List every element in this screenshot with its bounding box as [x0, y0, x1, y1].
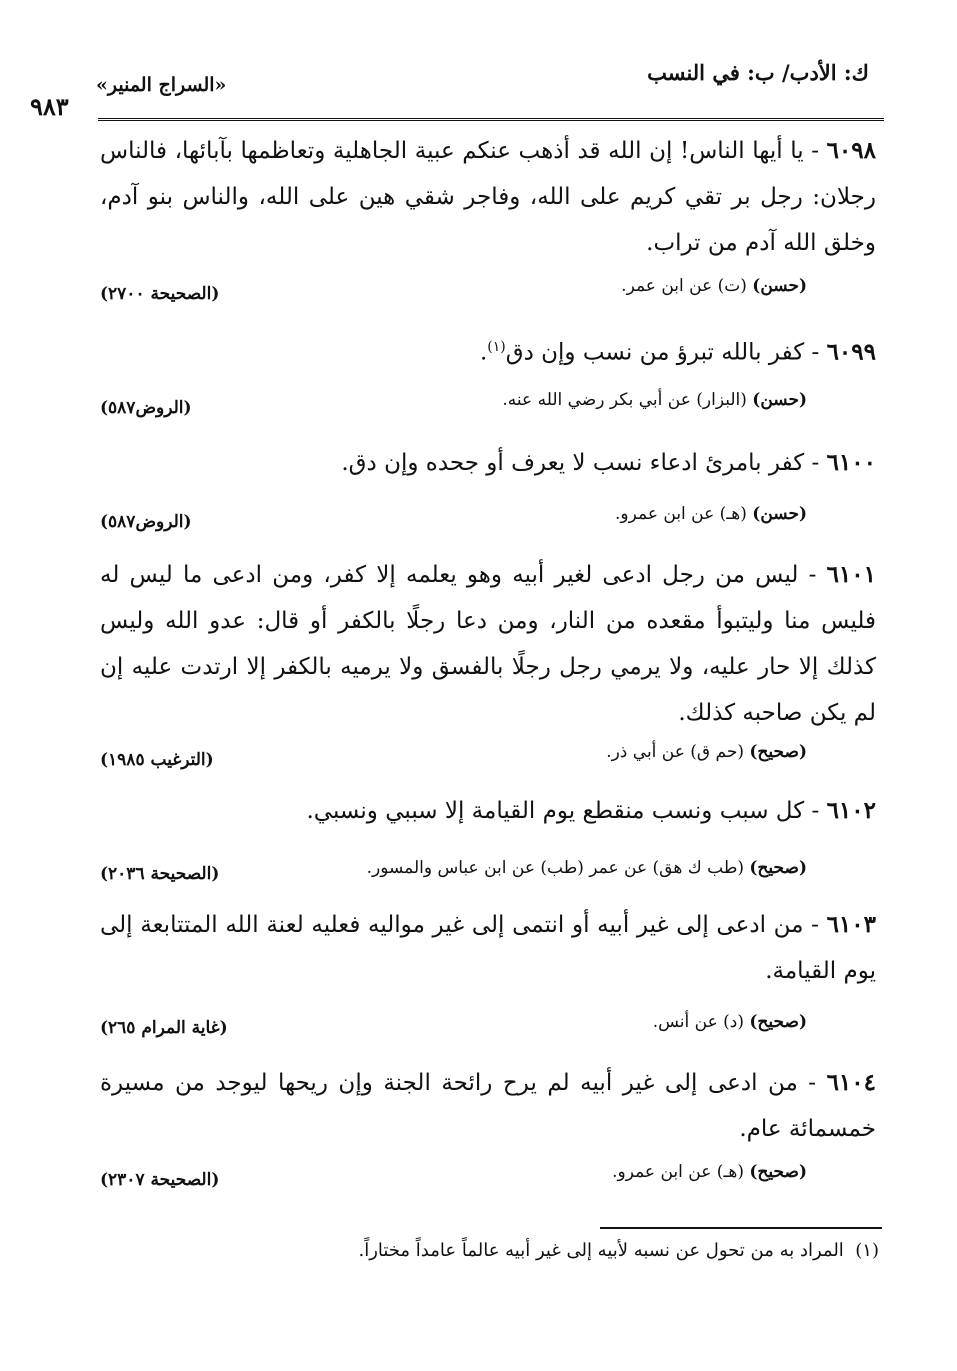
hadith-text: كل سبب ونسب منقطع يوم القيامة إلا سببي ونسبي. — [306, 798, 805, 824]
hadith-number: ٦٠٩٩ — [826, 338, 876, 366]
hadith-text: كفر بالله تبرؤ من نسب وإن دق — [505, 339, 805, 366]
hadith-reference: (الصحيحة ٢٠٣٦) — [100, 864, 220, 884]
hadith-entry: ٦١٠١ - ليس من رجل ادعى لغير أبيه وهو يعلمه إلا كفر، ومن ادعى ما ليس له فليس منا وليتبوأ مقعده من النار، ومن دعا رجلًا بالكفر أو قال: عدو الله وليس كذلك إلا حار عليه، ولا يرمي رجل رجلًا بالفسق ولا يرميه بالكفر إلا ارتدت عليه إن لم يكن صاحبه كذلك. — [100, 561, 876, 726]
hadith-source: (حسن) (البزار) عن أبي بكر رضي الله عنه. — [502, 390, 807, 410]
hadith-source: (صحيح) (هـ) عن ابن عمرو. — [612, 1162, 807, 1182]
hadith-number: ٦١٠٠ — [826, 449, 876, 476]
hadith-grade: (حسن) — [752, 390, 807, 410]
hadith-reference: (الصحيحة ٢٣٠٧) — [100, 1170, 220, 1190]
hadith-source: (صحيح) (د) عن أنس. — [652, 1012, 807, 1032]
footnote — [358, 1240, 879, 1261]
hadith-entry: ٦٠٩٩ - كفر بالله تبرؤ من نسب وإن دق$^{(١)}$. — [479, 338, 876, 366]
footnote-mark: (١) — [855, 1240, 879, 1261]
hadith-text: يا أيها الناس! إن الله قد أذهب عنكم عبية الجاهلية وتعاظمها بآبائها، فالناس رجلان: رجل بر تقي كريم على الله، وفاجر شقي هين على الله، والناس بنو آدم، وخلق الله آدم من تراب. — [100, 138, 876, 256]
hadith-reference: (الروض٥٨٧) — [100, 398, 192, 418]
hadith-source: (صحيح) (طب ك هق) عن عمر (طب) عن ابن عباس والمسور. — [366, 858, 807, 878]
hadith-grade: (صحيح) — [749, 1162, 807, 1182]
hadith-grade: (صحيح) — [749, 858, 807, 878]
hadith-source: (صحيح) (حم ق) عن أبي ذر. — [606, 742, 807, 762]
hadith-reference: (الترغيب ١٩٨٥) — [100, 750, 214, 770]
hadith-entry: ٦١٠٢ - كل سبب ونسب منقطع يوم القيامة إلا سببي ونسبي. — [306, 797, 876, 824]
chapter-heading: ك: الأدب/ ب: في النسب — [647, 60, 869, 85]
footnote-text: المراد به من تحول عن نسبه لأبيه إلى غير أبيه عالماً عامداً مختاراً. — [358, 1240, 844, 1261]
hadith-entry: ٦١٠٣ - من ادعى إلى غير أبيه أو انتمى إلى غير مواليه فعليه لعنة الله المتتابعة إلى يوم القيامة. — [100, 911, 876, 984]
hadith-number: ٦١٠١ — [826, 561, 876, 588]
hadith-number: ٦٠٩٨ — [826, 137, 876, 164]
hadith-source: (حسن) (هـ) عن ابن عمرو. — [615, 504, 807, 524]
hadith-grade: (حسن) — [752, 504, 807, 524]
hadith-entry: ٦١٠٤ - من ادعى إلى غير أبيه لم يرح رائحة الجنة وإن ريحها ليوجد من مسيرة خمسمائة عام. — [100, 1069, 876, 1142]
footnote-mark: (١) — [487, 339, 506, 355]
hadith-source: (حسن) (ت) عن ابن عمر. — [621, 276, 807, 296]
hadith-number: ٦١٠٤ — [826, 1069, 876, 1096]
page-number: ٩٨٣ — [30, 92, 69, 121]
hadith-reference: (غاية المرام ٢٦٥) — [100, 1018, 228, 1038]
hadith-grade: (صحيح) — [749, 742, 807, 762]
hadith-text: من ادعى إلى غير أبيه لم يرح رائحة الجنة وإن ريحها ليوجد من مسيرة خمسمائة عام. — [100, 1070, 876, 1142]
hadith-grade: (حسن) — [752, 276, 807, 296]
hadith-text: ليس من رجل ادعى لغير أبيه وهو يعلمه إلا كفر، ومن ادعى ما ليس له فليس منا وليتبوأ مقعده من النار، ومن دعا رجلًا بالكفر أو قال: عدو الله وليس كذلك إلا حار عليه، ولا يرمي رجل رجلًا بالفسق ولا يرميه بالكفر إلا ارتدت عليه إن لم يكن صاحبه كذلك. — [100, 562, 876, 726]
hadith-text: كفر بامرئ ادعاء نسب لا يعرف أو جحده وإن دق. — [341, 450, 805, 476]
hadith-grade: (صحيح) — [749, 1012, 807, 1032]
hadith-text: من ادعى إلى غير أبيه أو انتمى إلى غير مواليه فعليه لعنة الله المتتابعة إلى يوم القيامة. — [100, 912, 876, 984]
book-title: «السراج المنير» — [96, 74, 227, 96]
header-divider — [98, 118, 884, 121]
hadith-number: ٦١٠٣ — [826, 911, 876, 938]
footnote-divider — [600, 1227, 882, 1229]
hadith-reference: (الروض٥٨٧) — [100, 512, 192, 532]
hadith-reference: (الصحيحة ٢٧٠٠) — [100, 284, 220, 304]
hadith-entry: ٦١٠٠ - كفر بامرئ ادعاء نسب لا يعرف أو جحده وإن دق. — [341, 449, 876, 476]
hadith-number: ٦١٠٢ — [826, 797, 876, 824]
hadith-entry: ٦٠٩٨ - يا أيها الناس! إن الله قد أذهب عنكم عبية الجاهلية وتعاظمها بآبائها، فالناس رجلان: رجل بر تقي كريم على الله، وفاجر شقي هين على الله، والناس بنو آدم، وخلق الله آدم من تراب. — [100, 137, 876, 256]
